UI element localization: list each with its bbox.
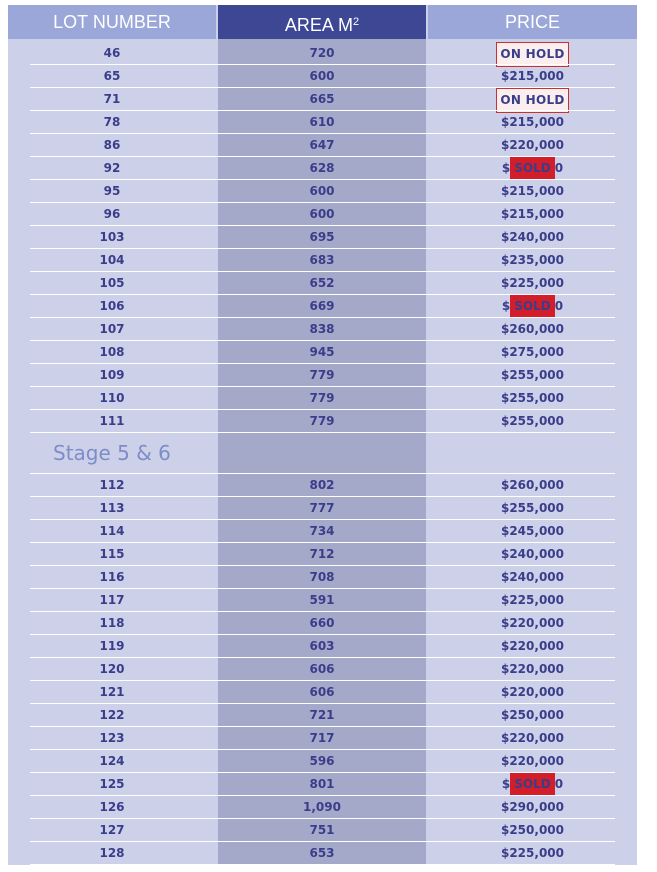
- table-row: [8, 203, 637, 226]
- price-list-table: [8, 5, 637, 865]
- area-header-label: AREA M: [284, 15, 353, 35]
- price-fragment-left: $: [501, 299, 511, 313]
- lot-area: 653: [309, 846, 335, 860]
- table-row: [8, 704, 637, 727]
- lot-area: 660: [309, 616, 335, 630]
- lot-price: $260,000: [500, 322, 564, 336]
- on-hold-badge: ON HOLD: [496, 88, 568, 113]
- lot-price: $260,000: [500, 478, 564, 492]
- table-row: [8, 635, 637, 658]
- lot-number: 65: [103, 69, 121, 83]
- table-row: [8, 42, 637, 65]
- lot-price: $220,000: [500, 138, 564, 152]
- lot-area: 721: [309, 708, 335, 722]
- lot-area: 779: [309, 368, 335, 382]
- price-header: PRICE: [428, 5, 637, 39]
- lot-number: 124: [99, 754, 125, 768]
- lot-price: $215,000: [500, 69, 564, 83]
- lot-area: 669: [309, 299, 335, 313]
- lot-number: 96: [103, 207, 121, 221]
- lot-price: $215,000: [500, 207, 564, 221]
- lot-number: 110: [99, 391, 125, 405]
- table-row: [8, 65, 637, 88]
- table-row: [8, 819, 637, 842]
- lot-area: 606: [309, 685, 335, 699]
- lot-number: 103: [99, 230, 125, 244]
- lot-price: [428, 295, 637, 318]
- lot-area: 665: [309, 92, 335, 106]
- lot-number: 118: [99, 616, 125, 630]
- lot-number: 117: [99, 593, 125, 607]
- lot-area: 600: [309, 69, 335, 83]
- price-fragment-left: $: [501, 777, 511, 791]
- lot-price: $240,000: [500, 230, 564, 244]
- lot-number: 115: [99, 547, 125, 561]
- lot-area: 647: [309, 138, 335, 152]
- lot-price: $225,000: [500, 276, 564, 290]
- lot-number: 109: [99, 368, 125, 382]
- lot-area: 717: [309, 731, 335, 745]
- lot-area: 606: [309, 662, 335, 676]
- lot-number: 127: [99, 823, 125, 837]
- table-row: [8, 387, 637, 410]
- table-row: [8, 681, 637, 704]
- lot-price: $255,000: [500, 414, 564, 428]
- table-row: [8, 497, 637, 520]
- lot-price: $225,000: [500, 846, 564, 860]
- table-row: [8, 842, 637, 865]
- table-row: [8, 474, 637, 497]
- lot-price: $245,000: [500, 524, 564, 538]
- table-row: [8, 364, 637, 387]
- lot-price: $220,000: [500, 639, 564, 653]
- price-fragment-right: 0: [554, 777, 564, 791]
- lot-number: 46: [103, 46, 121, 60]
- lot-price: $220,000: [500, 662, 564, 676]
- lot-number-header: LOT NUMBER: [8, 5, 216, 39]
- lot-area: 695: [309, 230, 335, 244]
- lot-area: 600: [309, 184, 335, 198]
- lot-area: 751: [309, 823, 335, 837]
- lot-number: 112: [99, 478, 125, 492]
- area-header-superscript: 2: [352, 16, 360, 28]
- table-row: [8, 773, 637, 796]
- lot-price: $275,000: [500, 345, 564, 359]
- lot-price: [428, 773, 637, 796]
- lot-area: 802: [309, 478, 335, 492]
- lot-number: 123: [99, 731, 125, 745]
- sold-badge: SOLD: [510, 773, 554, 796]
- table-row: [8, 658, 637, 681]
- lot-area: 712: [309, 547, 335, 561]
- table-row: [8, 543, 637, 566]
- lot-number: 104: [99, 253, 125, 267]
- lot-price: $250,000: [500, 708, 564, 722]
- price-fragment-right: 0: [554, 161, 564, 175]
- lot-area: 720: [309, 46, 335, 60]
- table-row: [8, 295, 637, 318]
- table-row: [8, 750, 637, 773]
- lot-number: 113: [99, 501, 125, 515]
- lot-number: 106: [99, 299, 125, 313]
- lot-area: 600: [309, 207, 335, 221]
- lot-price: $255,000: [500, 368, 564, 382]
- lot-area: 603: [309, 639, 335, 653]
- lot-price: $220,000: [500, 754, 564, 768]
- lot-area: 734: [309, 524, 335, 538]
- lot-price: $220,000: [500, 616, 564, 630]
- lot-number: 107: [99, 322, 125, 336]
- lot-price: $255,000: [500, 501, 564, 515]
- lot-area: 683: [309, 253, 335, 267]
- table-row: [8, 318, 637, 341]
- sold-badge: SOLD: [510, 157, 554, 180]
- lot-number: 71: [103, 92, 121, 106]
- lot-price: $215,000: [500, 115, 564, 129]
- lot-area: 779: [309, 414, 335, 428]
- lot-price: $290,000: [500, 800, 564, 814]
- table-row: [8, 88, 637, 111]
- lot-price: $240,000: [500, 570, 564, 584]
- stage-label: Stage 5 & 6: [53, 441, 171, 465]
- lot-number: 92: [103, 161, 121, 175]
- lot-area: 628: [309, 161, 335, 175]
- lot-price: $240,000: [500, 547, 564, 561]
- lot-number: 128: [99, 846, 125, 860]
- lot-number: 120: [99, 662, 125, 676]
- lot-area: 945: [309, 345, 335, 359]
- lot-area: 610: [309, 115, 335, 129]
- table-row: [8, 249, 637, 272]
- table-row: [8, 272, 637, 295]
- lot-number: 125: [99, 777, 125, 791]
- price-fragment-left: $: [501, 161, 511, 175]
- table-row: [8, 180, 637, 203]
- area-header: [218, 5, 426, 39]
- lot-area: 779: [309, 391, 335, 405]
- table-row: [8, 589, 637, 612]
- lot-number: 105: [99, 276, 125, 290]
- sold-badge: SOLD: [510, 295, 554, 318]
- lot-number: 114: [99, 524, 125, 538]
- lot-price: $220,000: [500, 731, 564, 745]
- table-row: [8, 111, 637, 134]
- lot-area: 777: [309, 501, 335, 515]
- lot-number: 111: [99, 414, 125, 428]
- lot-number: 122: [99, 708, 125, 722]
- lot-price: [428, 157, 637, 180]
- lot-number: 78: [103, 115, 121, 129]
- table-row: [8, 341, 637, 364]
- lot-price: $235,000: [500, 253, 564, 267]
- lot-number: 121: [99, 685, 125, 699]
- lot-price: $255,000: [500, 391, 564, 405]
- lot-area: 838: [309, 322, 335, 336]
- table-row: [8, 727, 637, 750]
- lot-area: 652: [309, 276, 335, 290]
- on-hold-badge: ON HOLD: [496, 42, 568, 67]
- price-fragment-right: 0: [554, 299, 564, 313]
- table-row: [8, 520, 637, 543]
- lot-area: 591: [309, 593, 335, 607]
- lot-number: 108: [99, 345, 125, 359]
- lot-price: [428, 42, 637, 65]
- lot-number: 119: [99, 639, 125, 653]
- lot-price: $215,000: [500, 184, 564, 198]
- lot-number: 95: [103, 184, 121, 198]
- lot-number: 116: [99, 570, 125, 584]
- lot-number: 126: [99, 800, 125, 814]
- lot-number: 86: [103, 138, 121, 152]
- lot-price: $250,000: [500, 823, 564, 837]
- table-row: [8, 612, 637, 635]
- table-row: [8, 796, 637, 819]
- table-row: [8, 566, 637, 589]
- lot-area: 708: [309, 570, 335, 584]
- lot-price: $225,000: [500, 593, 564, 607]
- lot-area: 801: [309, 777, 335, 791]
- table-row: [8, 157, 637, 180]
- lot-area: 596: [309, 754, 335, 768]
- lot-price: $220,000: [500, 685, 564, 699]
- lot-area: 1,090: [303, 800, 341, 814]
- table-row: [8, 226, 637, 249]
- table-row: [8, 134, 637, 157]
- lot-price: [428, 88, 637, 111]
